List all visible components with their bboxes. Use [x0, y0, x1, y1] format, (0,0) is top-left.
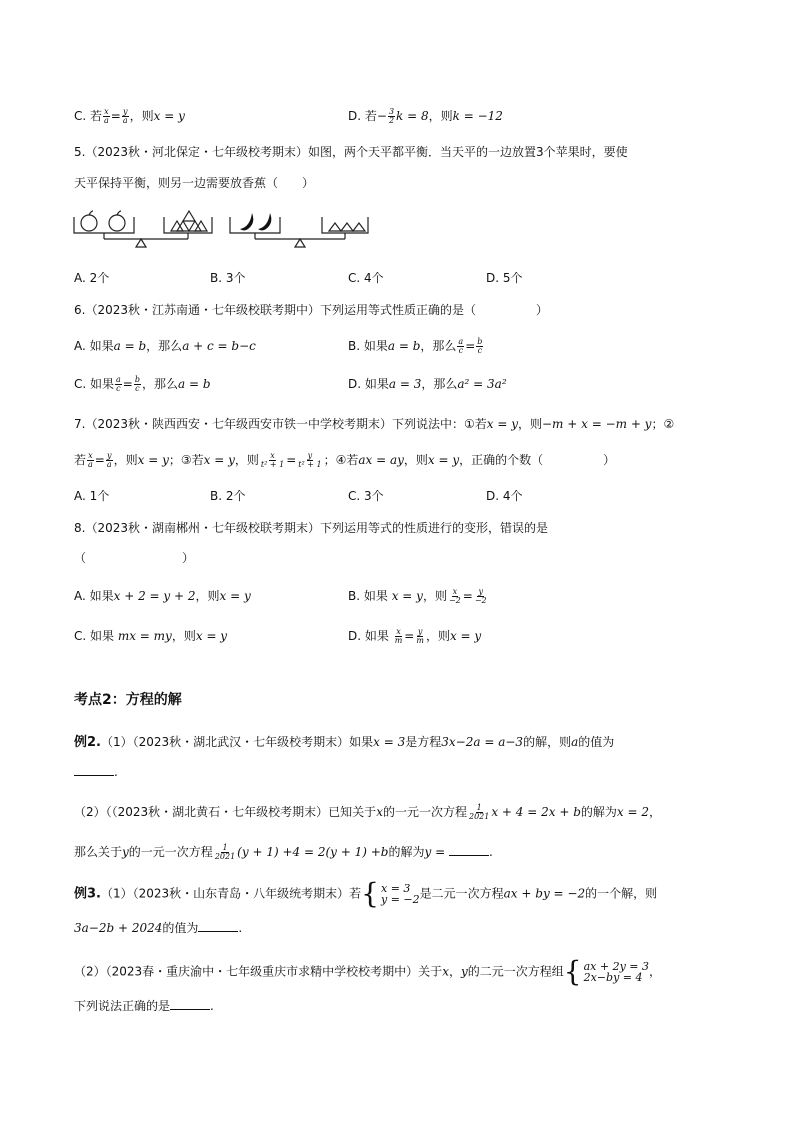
q5-option-d: D. 5个 [486, 271, 523, 285]
apple-icon [109, 215, 125, 231]
answer-blank[interactable] [74, 763, 114, 776]
q8-option-b: B. 如果 x = y，则 $\frac{x}{-2}$ = $\frac{y}{-2}$ [348, 587, 487, 605]
ex3-part1-line2: 3a−2b + 2024的值为 . [74, 921, 243, 935]
q7-stem-line2: 若 $\frac{x}{a}$ = $\frac{y}{a}$ ，则x = y；③若x = y，则 $\frac{x}{\text{t² + 1}}$ = $\frac{y}{\text{t² + 1}}$ ；④若ax = ay，则x = y，正确的个数（ ） [74, 451, 616, 469]
ex3-part2-line2: 下列说法正确的是 . [74, 999, 214, 1013]
apple-icon [81, 215, 97, 231]
q6-stem: 6.（2023秋・江苏南通・七年级校联考期中）下列运用等式性质正确的是（ ） [74, 303, 548, 317]
triangle-icon [189, 221, 201, 231]
q5-option-a: A. 2个 [74, 271, 110, 285]
q7-option-b: B. 2个 [210, 489, 246, 503]
triangle-icon [177, 221, 189, 231]
ex3-part2-line1: （2）（2023春・重庆渝中・七年级重庆市求精中学校校考期中）关于x，y的二元一次方程组 { ax + 2y = 3 2x−by = 4 ， [74, 955, 662, 988]
q6-option-d: D. 如果a = 3，那么a² = 3a² [348, 377, 507, 391]
triangle-icon [183, 211, 195, 221]
q4-option-c: C. 若 $\frac{x}{a}$ = $\frac{y}{a}$ ，则x = y [74, 107, 185, 125]
ex3-part1-line1: 例3.（1）（2023秋・山东青岛・八年级统考期末）若 { x = 3 y = −2 是二元一次方程ax + by = −2的一个解，则 [74, 877, 658, 910]
ex2-label: 例2. [74, 735, 101, 750]
banana-icon [240, 213, 253, 231]
triangle-icon [353, 223, 365, 231]
q4-option-d: D. 若− $\frac{3}{2}$ k = 8，则k = −12 [348, 107, 503, 125]
q8-option-d: D. 如果 $\frac{x}{m}$ = $\frac{y}{m}$ ，则x = y [348, 627, 482, 645]
ex2-part1-line2: . [74, 762, 118, 782]
triangle-icon [195, 221, 207, 231]
q7-stem-line1: 7.（2023秋・陕西西安・七年级西安市铁一中学校考期末）下列说法中：①若x = y，则−m + x = −m + y；② [74, 417, 675, 431]
q7-option-a: A. 1个 [74, 489, 110, 503]
right-pan-left [230, 217, 280, 233]
triangle-icon [341, 223, 353, 231]
scale-left [74, 211, 212, 247]
triangle-icon [171, 221, 183, 231]
answer-blank[interactable] [170, 997, 210, 1010]
balance-scales-figure [72, 205, 372, 253]
section-title: 考点2：方程的解 [74, 692, 182, 708]
equation-system: { x = 3 y = −2 [361, 877, 420, 910]
ex2-part2-line2: 那么关于y的一元一次方程 $\frac{1}{2021}$ (y + 1) +4 = 2(y + 1) +b的解为y = . [74, 843, 493, 861]
answer-blank[interactable] [198, 919, 238, 932]
q6-option-b: B. 如果a = b，那么 $\frac{a}{c}$ = $\frac{b}{c}$ [348, 337, 483, 355]
triangle-icon [329, 223, 341, 231]
q5-stem-line2: 天平保持平衡，则另一边需要放香蕉（ ） [74, 176, 315, 190]
banana-icon [258, 213, 271, 231]
ex2-part1-line1: 例2.（1）（2023秋・湖北武汉・七年级校考期末）如果x = 3是方程3x−2a = a−3的解，则a的值为 [74, 735, 615, 750]
q6-option-a: A. 如果a = b，那么a + c = b−c [74, 339, 256, 353]
q6-option-c: C. 如果 $\frac{a}{c}$ = $\frac{b}{c}$ ，那么a = b [74, 375, 211, 393]
q7-option-c: C. 3个 [348, 489, 384, 503]
q8-stem-line1: 8.（2023秋・湖南郴州・七年级校联考期末）下列运用等式的性质进行的变形，错误的是 [74, 521, 548, 535]
q5-option-b: B. 3个 [210, 271, 246, 285]
q5-stem-line1: 5.（2023秋・河北保定・七年级校考期末）如图，两个天平都平衡．当天平的一边放置3个苹果时，要使 [74, 145, 628, 159]
q8-stem-line2: （ ） [74, 551, 195, 565]
q7-option-d: D. 4个 [486, 489, 523, 503]
ex2-part2-line1: （2）（（2023秋・湖北黄石・七年级校考期末）已知关于x的一元一次方程 $\frac{1}{2021}$ x + 4 = 2x + b的解为x = 2， [74, 803, 662, 821]
q5-option-c: C. 4个 [348, 271, 384, 285]
answer-blank[interactable] [449, 843, 489, 856]
q8-option-c: C. 如果 mx = my，则x = y [74, 629, 228, 643]
q8-option-a: A. 如果x + 2 = y + 2，则x = y [74, 589, 251, 603]
ex3-label: 例3. [74, 886, 101, 902]
equation-system: { ax + 2y = 3 2x−by = 4 [563, 955, 650, 988]
